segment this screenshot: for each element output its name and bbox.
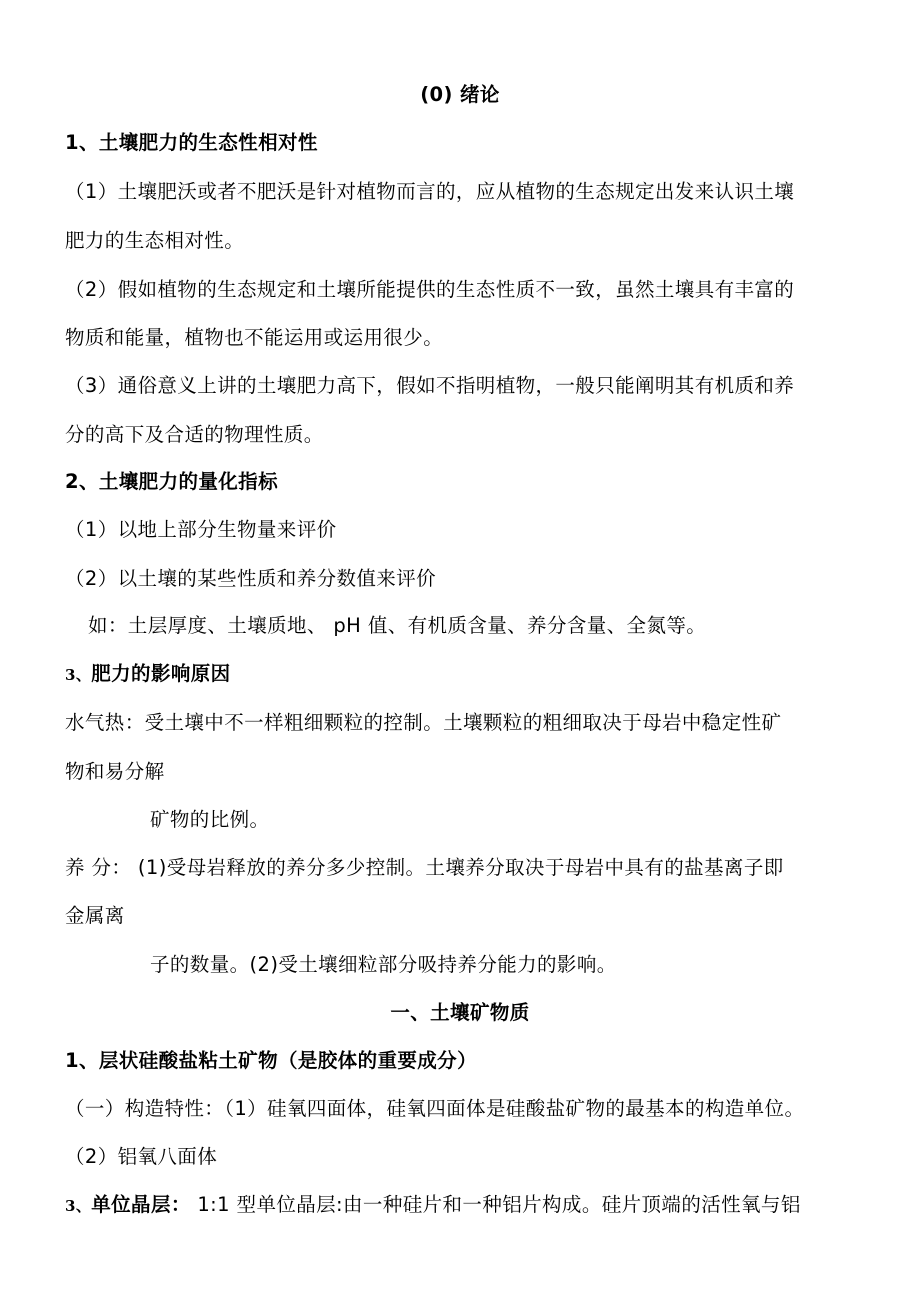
list-item: （2）铝氧八面体 bbox=[65, 1145, 218, 1168]
paragraph-line: 物和易分解 bbox=[65, 760, 165, 783]
section-3-heading bbox=[65, 662, 231, 687]
section-3-number: 3、 bbox=[65, 666, 92, 684]
paragraph-line: 养 分： (1)受母岩释放的养分多少控制。土壤养分取决于母岩中具有的盐基离子即 bbox=[65, 856, 784, 879]
unit-layer-number: 3、 bbox=[65, 1197, 92, 1215]
section-1-heading: 1、土壤肥力的生态性相对性 bbox=[65, 131, 318, 154]
chapter-1-heading: 1、层状硅酸盐粘土矿物（是胶体的重要成分） bbox=[65, 1049, 477, 1072]
unit-layer-label: 单位晶层： bbox=[91, 1193, 191, 1216]
section-3-title: 肥力的影响原因 bbox=[91, 662, 231, 685]
example-line: 如：土层厚度、土壤质地、 pH 值、有机质含量、养分含量、全氮等。 bbox=[88, 614, 707, 637]
paragraph-line: 矿物的比例。 bbox=[150, 808, 270, 831]
list-item: （2）以土壤的某些性质和养分数值来评价 bbox=[65, 567, 437, 590]
paragraph-line: （3）通俗意义上讲的土壤肥力高下，假如不指明植物，一般只能阐明其有机质和养 bbox=[65, 374, 795, 397]
paragraph-line: （1）土壤肥沃或者不肥沃是针对植物而言的，应从植物的生态规定出发来认识土壤 bbox=[65, 180, 795, 203]
paragraph-line: 物质和能量，植物也不能运用或运用很少。 bbox=[65, 326, 444, 349]
paragraph-line: 金属离 bbox=[65, 904, 125, 927]
paragraph-line: 分的高下及合适的物理性质。 bbox=[65, 423, 324, 446]
paragraph-line: 肥力的生态相对性。 bbox=[65, 229, 245, 252]
list-item: （1）以地上部分生物量来评价 bbox=[65, 518, 337, 541]
page-title: (0) 绪论 bbox=[420, 83, 500, 106]
paragraph-line: 子的数量。(2)受土壤细粒部分吸持养分能力的影响。 bbox=[150, 953, 617, 976]
paragraph-line: （2）假如植物的生态规定和土壤所能提供的生态性质不一致，虽然土壤具有丰富的 bbox=[65, 278, 795, 301]
paragraph-line: 水气热：受土壤中不一样粗细颗粒的控制。土壤颗粒的粗细取决于母岩中稳定性矿 bbox=[65, 711, 782, 734]
chapter-title: 一、土壤矿物质 bbox=[390, 1001, 530, 1024]
unit-layer-text: 1:1 型单位晶层:由一种硅片和一种铝片构成。硅片顶端的活性氧与铝 bbox=[190, 1193, 801, 1216]
unit-layer-line bbox=[65, 1193, 801, 1218]
section-2-heading: 2、土壤肥力的量化指标 bbox=[65, 470, 278, 493]
paragraph-line: （一）构造特性：（1）硅氧四面体，硅氧四面体是硅酸盐矿物的最基本的构造单位。 bbox=[65, 1097, 805, 1120]
